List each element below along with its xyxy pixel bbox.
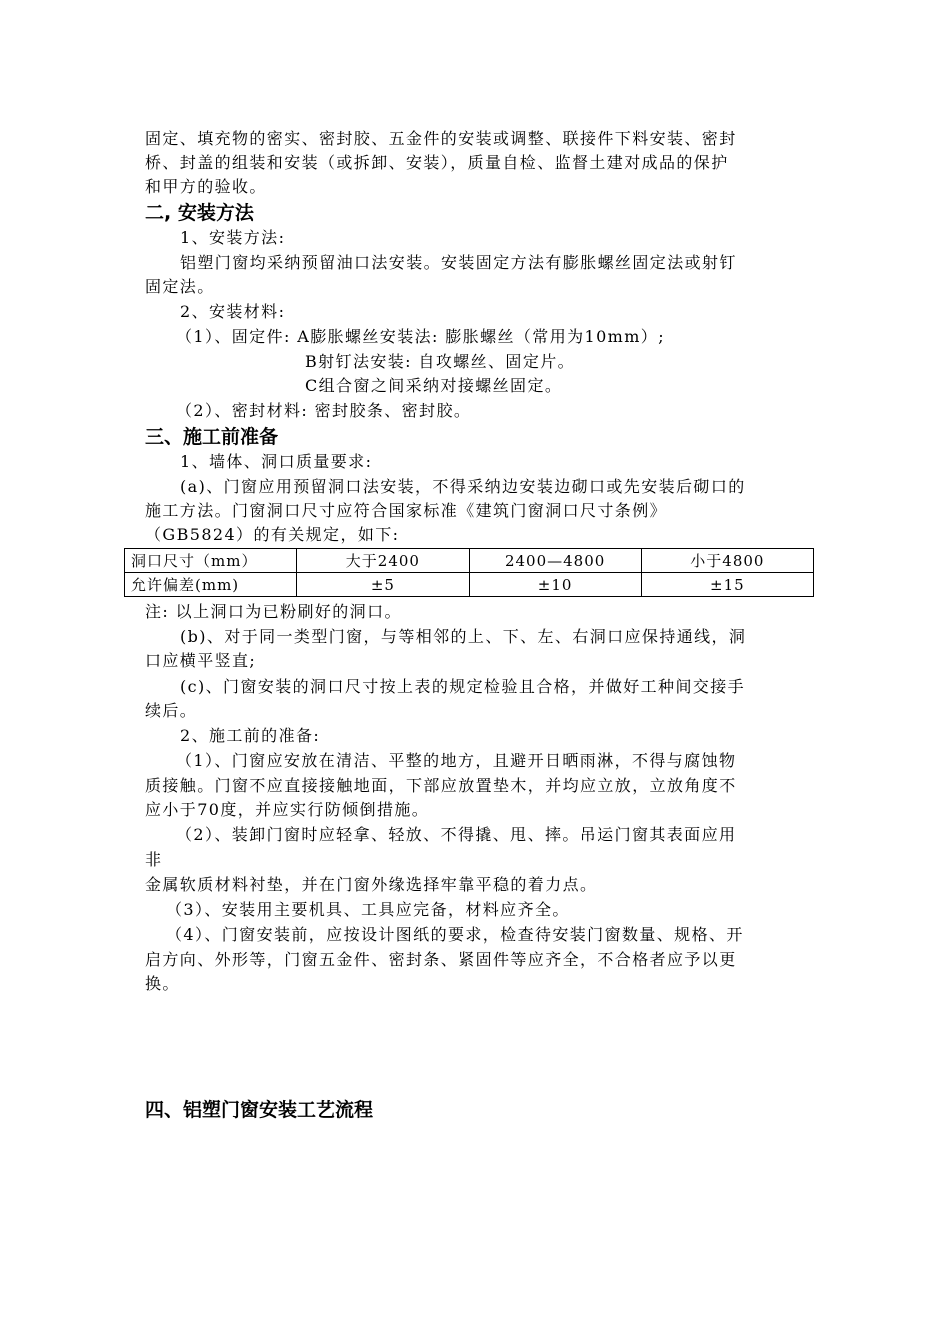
table-row <box>125 549 814 573</box>
subsection-title: 2、施工前的准备: <box>180 726 321 745</box>
paragraph-line: 应小于70度，并应实行防倾倒措施。 <box>145 800 430 819</box>
paragraph-line: (b)、对于同一类型门窗，与等相邻的上、下、左、右洞口应保持通线，洞 <box>180 627 747 646</box>
subsection-title: 1、安装方法: <box>180 228 286 247</box>
paragraph-line: （3）、安装用主要机具、工具应完备，材料应齐全。 <box>166 900 570 919</box>
paragraph-line: （2）、装卸门窗时应轻拿、轻放、不得撬、甩、摔。吊运门窗其表面应用 <box>176 825 737 844</box>
paragraph-line: 和甲方的验收。 <box>145 177 267 196</box>
section-heading-3: 三、施工前准备 <box>145 426 279 448</box>
section-heading-4: 四、铝塑门窗安装工艺流程 <box>145 1099 374 1121</box>
paragraph-line: 桥、封盖的组装和安装（或拆卸、安装），质量自检、监督土建对成品的保护 <box>145 153 729 172</box>
table-header-cell: 大于2400 <box>297 549 469 573</box>
paragraph-line: 续后。 <box>145 701 198 720</box>
paragraph-line: 金属软质材料衬垫，并在门窗外缘选择牢靠平稳的着力点。 <box>145 875 598 894</box>
table-cell: ±10 <box>469 573 641 597</box>
table-header-cell: 小于4800 <box>641 549 813 573</box>
table-note: 注: 以上洞口为已粉刷好的洞口。 <box>145 602 402 621</box>
table-header-cell: 2400—4800 <box>469 549 641 573</box>
table-cell: ±15 <box>641 573 813 597</box>
paragraph-line: (a)、门窗应用预留洞口法安装，不得采纳边安装边砌口或先安装后砌口的 <box>180 477 746 496</box>
subsection-title: 2、安装材料: <box>180 302 286 321</box>
paragraph-line: (c)、门窗安装的洞口尺寸按上表的规定检验且合格，并做好工种间交接手 <box>180 677 746 696</box>
paragraph-line: 换。 <box>145 974 180 993</box>
paragraph-line: 启方向、外形等，门窗五金件、密封条、紧固件等应齐全，不合格者应予以更 <box>145 950 737 969</box>
paragraph-line: 铝塑门窗均采纳预留油口法安装。安装固定方法有膨胀螺丝固定法或射钉 <box>180 253 737 272</box>
subsection-title: 1、墙体、洞口质量要求: <box>180 452 373 471</box>
paragraph-line: （1）、门窗应安放在清洁、平整的地方，且避开日晒雨淋，不得与腐蚀物 <box>176 751 737 770</box>
table-cell: ±5 <box>297 573 469 597</box>
tolerance-table <box>124 548 814 597</box>
section-heading-2: 二, 安装方法 <box>145 202 254 224</box>
paragraph-line: 非 <box>145 850 163 869</box>
table-header-cell: 洞口尺寸（mm） <box>125 549 297 573</box>
paragraph-line: B射钉法安装: 自攻螺丝、固定片。 <box>305 352 576 371</box>
paragraph-line: 口应横平竖直; <box>145 651 257 670</box>
paragraph-line: 固定、填充物的密实、密封胶、五金件的安装或调整、联接件下料安装、密封 <box>145 129 737 148</box>
paragraph-line: （1）、固定件: A膨胀螺丝安装法: 膨胀螺丝（常用为10mm）; <box>176 327 665 346</box>
paragraph-line: 固定法。 <box>145 277 215 296</box>
paragraph-line: C组合窗之间采纳对接螺丝固定。 <box>305 376 563 395</box>
paragraph-line: （GB5824）的有关规定，如下: <box>145 525 400 544</box>
table-row <box>125 573 814 597</box>
paragraph-line: （4）、门窗安装前，应按设计图纸的要求，检查待安装门窗数量、规格、开 <box>166 925 744 944</box>
table-cell: 允许偏差(mm) <box>125 573 297 597</box>
paragraph-line: 施工方法。门窗洞口尺寸应符合国家标准《建筑门窗洞口尺寸条例》 <box>145 501 668 520</box>
paragraph-line: 质接触。门窗不应直接接触地面，下部应放置垫木，并均应立放，立放角度不 <box>145 776 737 795</box>
paragraph-line: （2）、密封材料: 密封胶条、密封胶。 <box>176 401 472 420</box>
